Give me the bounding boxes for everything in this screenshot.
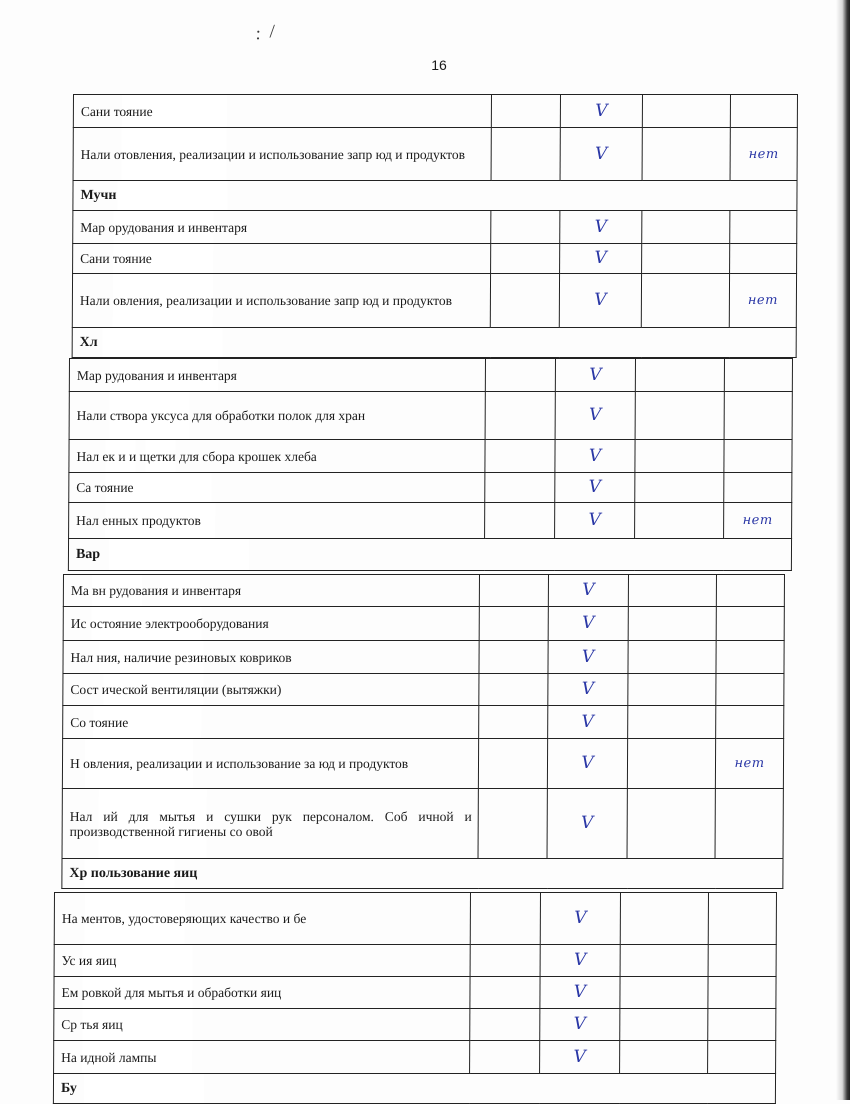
empty-cell bbox=[642, 128, 730, 181]
redaction bbox=[84, 1074, 204, 1103]
note-cell bbox=[716, 674, 784, 706]
row-description: Ем ровкой для мытья и обработки яиц bbox=[54, 977, 470, 1009]
row-description: Со тояние bbox=[63, 706, 479, 739]
empty-cell bbox=[479, 706, 548, 739]
note-cell bbox=[724, 440, 792, 473]
check-mark: V bbox=[574, 908, 587, 928]
row-description: Сани тояние bbox=[73, 95, 491, 128]
empty-cell bbox=[479, 575, 548, 607]
handwritten-note: нет bbox=[734, 756, 765, 771]
check-cell bbox=[560, 95, 642, 128]
check-mark: V bbox=[573, 1014, 587, 1034]
check-mark: V bbox=[581, 711, 594, 732]
table-row bbox=[73, 211, 797, 244]
section-heading: Бу bbox=[53, 1074, 775, 1104]
note-cell bbox=[708, 977, 776, 1009]
row-description: Ср тья яиц bbox=[54, 1009, 470, 1041]
table-row bbox=[54, 1009, 776, 1041]
check-mark: V bbox=[581, 679, 595, 699]
check-cell bbox=[547, 739, 627, 789]
table-row bbox=[69, 503, 792, 539]
note-cell bbox=[724, 392, 792, 440]
table-row bbox=[69, 473, 792, 503]
empty-cell bbox=[479, 674, 548, 706]
table-row bbox=[73, 95, 797, 128]
section-row bbox=[53, 1074, 775, 1104]
empty-cell bbox=[479, 641, 548, 674]
check-cell bbox=[555, 359, 635, 392]
check-mark: V bbox=[582, 613, 595, 633]
note-cell bbox=[730, 244, 797, 274]
empty-cell bbox=[635, 392, 724, 440]
page-number: 16 bbox=[431, 57, 447, 73]
note-cell bbox=[724, 473, 792, 503]
checklist-table-1 bbox=[72, 94, 798, 358]
checklist-table-2 bbox=[68, 358, 793, 571]
note-cell bbox=[729, 274, 796, 328]
row-description: Нал ий для мытья и сушки рук персоналом. Соб ичной и производственной гигиены со овой bbox=[62, 789, 478, 859]
check-mark: V bbox=[594, 248, 607, 268]
check-cell bbox=[559, 274, 641, 328]
empty-cell bbox=[491, 244, 560, 274]
empty-cell bbox=[620, 1041, 708, 1074]
row-description: Ис остояние электрооборудования bbox=[63, 607, 479, 641]
check-mark: V bbox=[588, 477, 602, 497]
empty-cell bbox=[642, 95, 730, 128]
note-cell bbox=[715, 739, 783, 789]
empty-cell bbox=[485, 440, 555, 473]
check-cell bbox=[555, 440, 635, 473]
table-row bbox=[73, 244, 797, 274]
row-description: На ментов, удостоверяющих качество и бе bbox=[54, 893, 470, 945]
check-cell bbox=[560, 211, 642, 244]
note-cell bbox=[708, 893, 776, 945]
empty-cell bbox=[628, 706, 716, 739]
table-row bbox=[69, 359, 792, 392]
empty-cell bbox=[635, 503, 724, 539]
check-cell bbox=[548, 706, 628, 739]
table-row bbox=[54, 893, 776, 945]
check-mark: V bbox=[588, 510, 601, 530]
row-description: Мар рудования и инвентаря bbox=[69, 359, 485, 392]
empty-cell bbox=[478, 789, 547, 859]
row-description: Нал енных продуктов bbox=[69, 503, 485, 539]
empty-cell bbox=[628, 641, 716, 674]
check-cell bbox=[548, 674, 628, 706]
empty-cell bbox=[491, 211, 560, 244]
empty-cell bbox=[479, 607, 548, 641]
note-cell bbox=[715, 789, 783, 859]
scan-mark: : / bbox=[253, 20, 278, 44]
check-cell bbox=[560, 244, 642, 274]
note-cell bbox=[716, 706, 784, 739]
redaction bbox=[103, 328, 223, 357]
redaction bbox=[109, 539, 249, 570]
row-description: Ус ия яиц bbox=[54, 945, 470, 977]
empty-cell bbox=[485, 503, 555, 539]
row-description: Н овления, реализации и использование за юд и продуктов bbox=[62, 739, 478, 789]
check-cell bbox=[560, 128, 642, 181]
empty-cell bbox=[470, 1009, 540, 1041]
empty-cell bbox=[470, 893, 540, 945]
row-description: Са тояние bbox=[69, 473, 485, 503]
empty-cell bbox=[470, 977, 540, 1009]
handwritten-note: нет bbox=[747, 293, 779, 308]
empty-cell bbox=[470, 1041, 540, 1074]
empty-cell bbox=[620, 945, 708, 977]
empty-cell bbox=[485, 392, 555, 440]
check-mark: V bbox=[594, 143, 608, 164]
check-cell bbox=[555, 473, 635, 503]
check-cell bbox=[540, 1009, 620, 1041]
table-row bbox=[63, 607, 784, 641]
row-description: Нал ек и и щетки для сбора крошек хлеба bbox=[69, 440, 485, 473]
table-row bbox=[63, 575, 784, 607]
empty-cell bbox=[635, 359, 724, 392]
row-description: Сост ической вентиляции (вытяжки) bbox=[63, 674, 479, 706]
check-cell bbox=[540, 893, 620, 945]
table-row bbox=[73, 128, 797, 181]
check-cell bbox=[548, 641, 628, 674]
empty-cell bbox=[642, 244, 730, 274]
section-row bbox=[73, 181, 797, 211]
table-row bbox=[63, 641, 784, 674]
table-row bbox=[72, 274, 796, 328]
note-cell bbox=[730, 211, 797, 244]
row-description: Нал ния, наличие резиновых ковриков bbox=[63, 641, 479, 674]
row-description: На идной лампы bbox=[54, 1041, 470, 1074]
empty-cell bbox=[491, 128, 560, 181]
check-mark: V bbox=[581, 813, 594, 833]
empty-cell bbox=[485, 473, 555, 503]
empty-cell bbox=[478, 739, 547, 789]
empty-cell bbox=[627, 789, 715, 859]
empty-cell bbox=[620, 893, 708, 945]
check-mark: V bbox=[573, 982, 587, 1002]
table-row bbox=[63, 706, 784, 739]
row-description: Сани тояние bbox=[73, 244, 491, 274]
note-cell bbox=[730, 95, 797, 128]
section-row bbox=[62, 859, 783, 889]
table-row bbox=[69, 440, 792, 473]
note-cell bbox=[730, 128, 797, 181]
table-row bbox=[54, 945, 776, 977]
empty-cell bbox=[642, 211, 730, 244]
note-cell bbox=[716, 575, 784, 607]
check-mark: V bbox=[589, 405, 602, 425]
check-mark: V bbox=[573, 950, 587, 970]
note-cell bbox=[708, 1041, 776, 1074]
check-cell bbox=[548, 607, 628, 641]
handwritten-note: нет bbox=[748, 146, 779, 162]
check-mark: V bbox=[595, 100, 608, 121]
table-row bbox=[62, 739, 783, 789]
row-description: Нали отовления, реализации и использование запр юд и продуктов bbox=[73, 128, 491, 181]
empty-cell bbox=[485, 359, 555, 392]
check-mark: V bbox=[582, 580, 595, 600]
empty-cell bbox=[470, 945, 540, 977]
row-description: Нали овления, реализации и использование запр юд и продуктов bbox=[72, 274, 490, 328]
check-cell bbox=[540, 977, 620, 1009]
check-cell bbox=[540, 945, 620, 977]
row-description: Мар орудования и инвентаря bbox=[73, 211, 491, 244]
check-mark: V bbox=[581, 753, 594, 773]
empty-cell bbox=[491, 95, 560, 128]
check-cell bbox=[547, 789, 627, 859]
note-cell bbox=[708, 945, 776, 977]
checklist-table-3 bbox=[61, 574, 785, 889]
row-description: Ма вн рудования и инвентаря bbox=[63, 575, 479, 607]
empty-cell bbox=[490, 274, 559, 328]
section-row bbox=[72, 328, 796, 358]
check-cell bbox=[548, 575, 628, 607]
check-mark: V bbox=[594, 216, 607, 237]
section-heading: Вар bbox=[68, 539, 791, 571]
check-cell bbox=[540, 1041, 620, 1074]
note-cell bbox=[716, 607, 784, 641]
table-row bbox=[54, 1041, 776, 1074]
checklist-table-4 bbox=[53, 892, 777, 1104]
section-heading: Хр пользование яиц bbox=[62, 859, 783, 889]
check-cell bbox=[555, 392, 635, 440]
note-cell bbox=[716, 641, 784, 674]
redaction bbox=[117, 181, 227, 210]
table-row bbox=[62, 789, 783, 859]
empty-cell bbox=[641, 274, 729, 328]
note-cell bbox=[708, 1009, 776, 1041]
empty-cell bbox=[627, 739, 715, 789]
check-mark: V bbox=[594, 290, 607, 310]
table-row bbox=[69, 392, 792, 440]
check-cell bbox=[555, 503, 635, 539]
empty-cell bbox=[628, 674, 716, 706]
check-mark: V bbox=[581, 646, 595, 667]
note-cell bbox=[724, 503, 792, 539]
empty-cell bbox=[620, 1009, 708, 1041]
empty-cell bbox=[628, 607, 716, 641]
check-mark: V bbox=[589, 364, 602, 385]
empty-cell bbox=[635, 440, 724, 473]
empty-cell bbox=[620, 977, 708, 1009]
table-row bbox=[54, 977, 776, 1009]
scan-edge-shadow bbox=[836, 0, 850, 1100]
section-heading: Мучн bbox=[73, 181, 797, 211]
empty-cell bbox=[635, 473, 724, 503]
note-cell bbox=[724, 359, 792, 392]
section-row bbox=[68, 539, 791, 571]
section-heading: Хл bbox=[72, 328, 796, 358]
table-row bbox=[63, 674, 784, 706]
check-mark: V bbox=[573, 1046, 586, 1067]
row-description: Нали створа уксуса для обработки полок для хран bbox=[69, 392, 485, 440]
handwritten-note: нет bbox=[742, 513, 773, 528]
check-mark: V bbox=[588, 445, 602, 466]
empty-cell bbox=[628, 575, 716, 607]
